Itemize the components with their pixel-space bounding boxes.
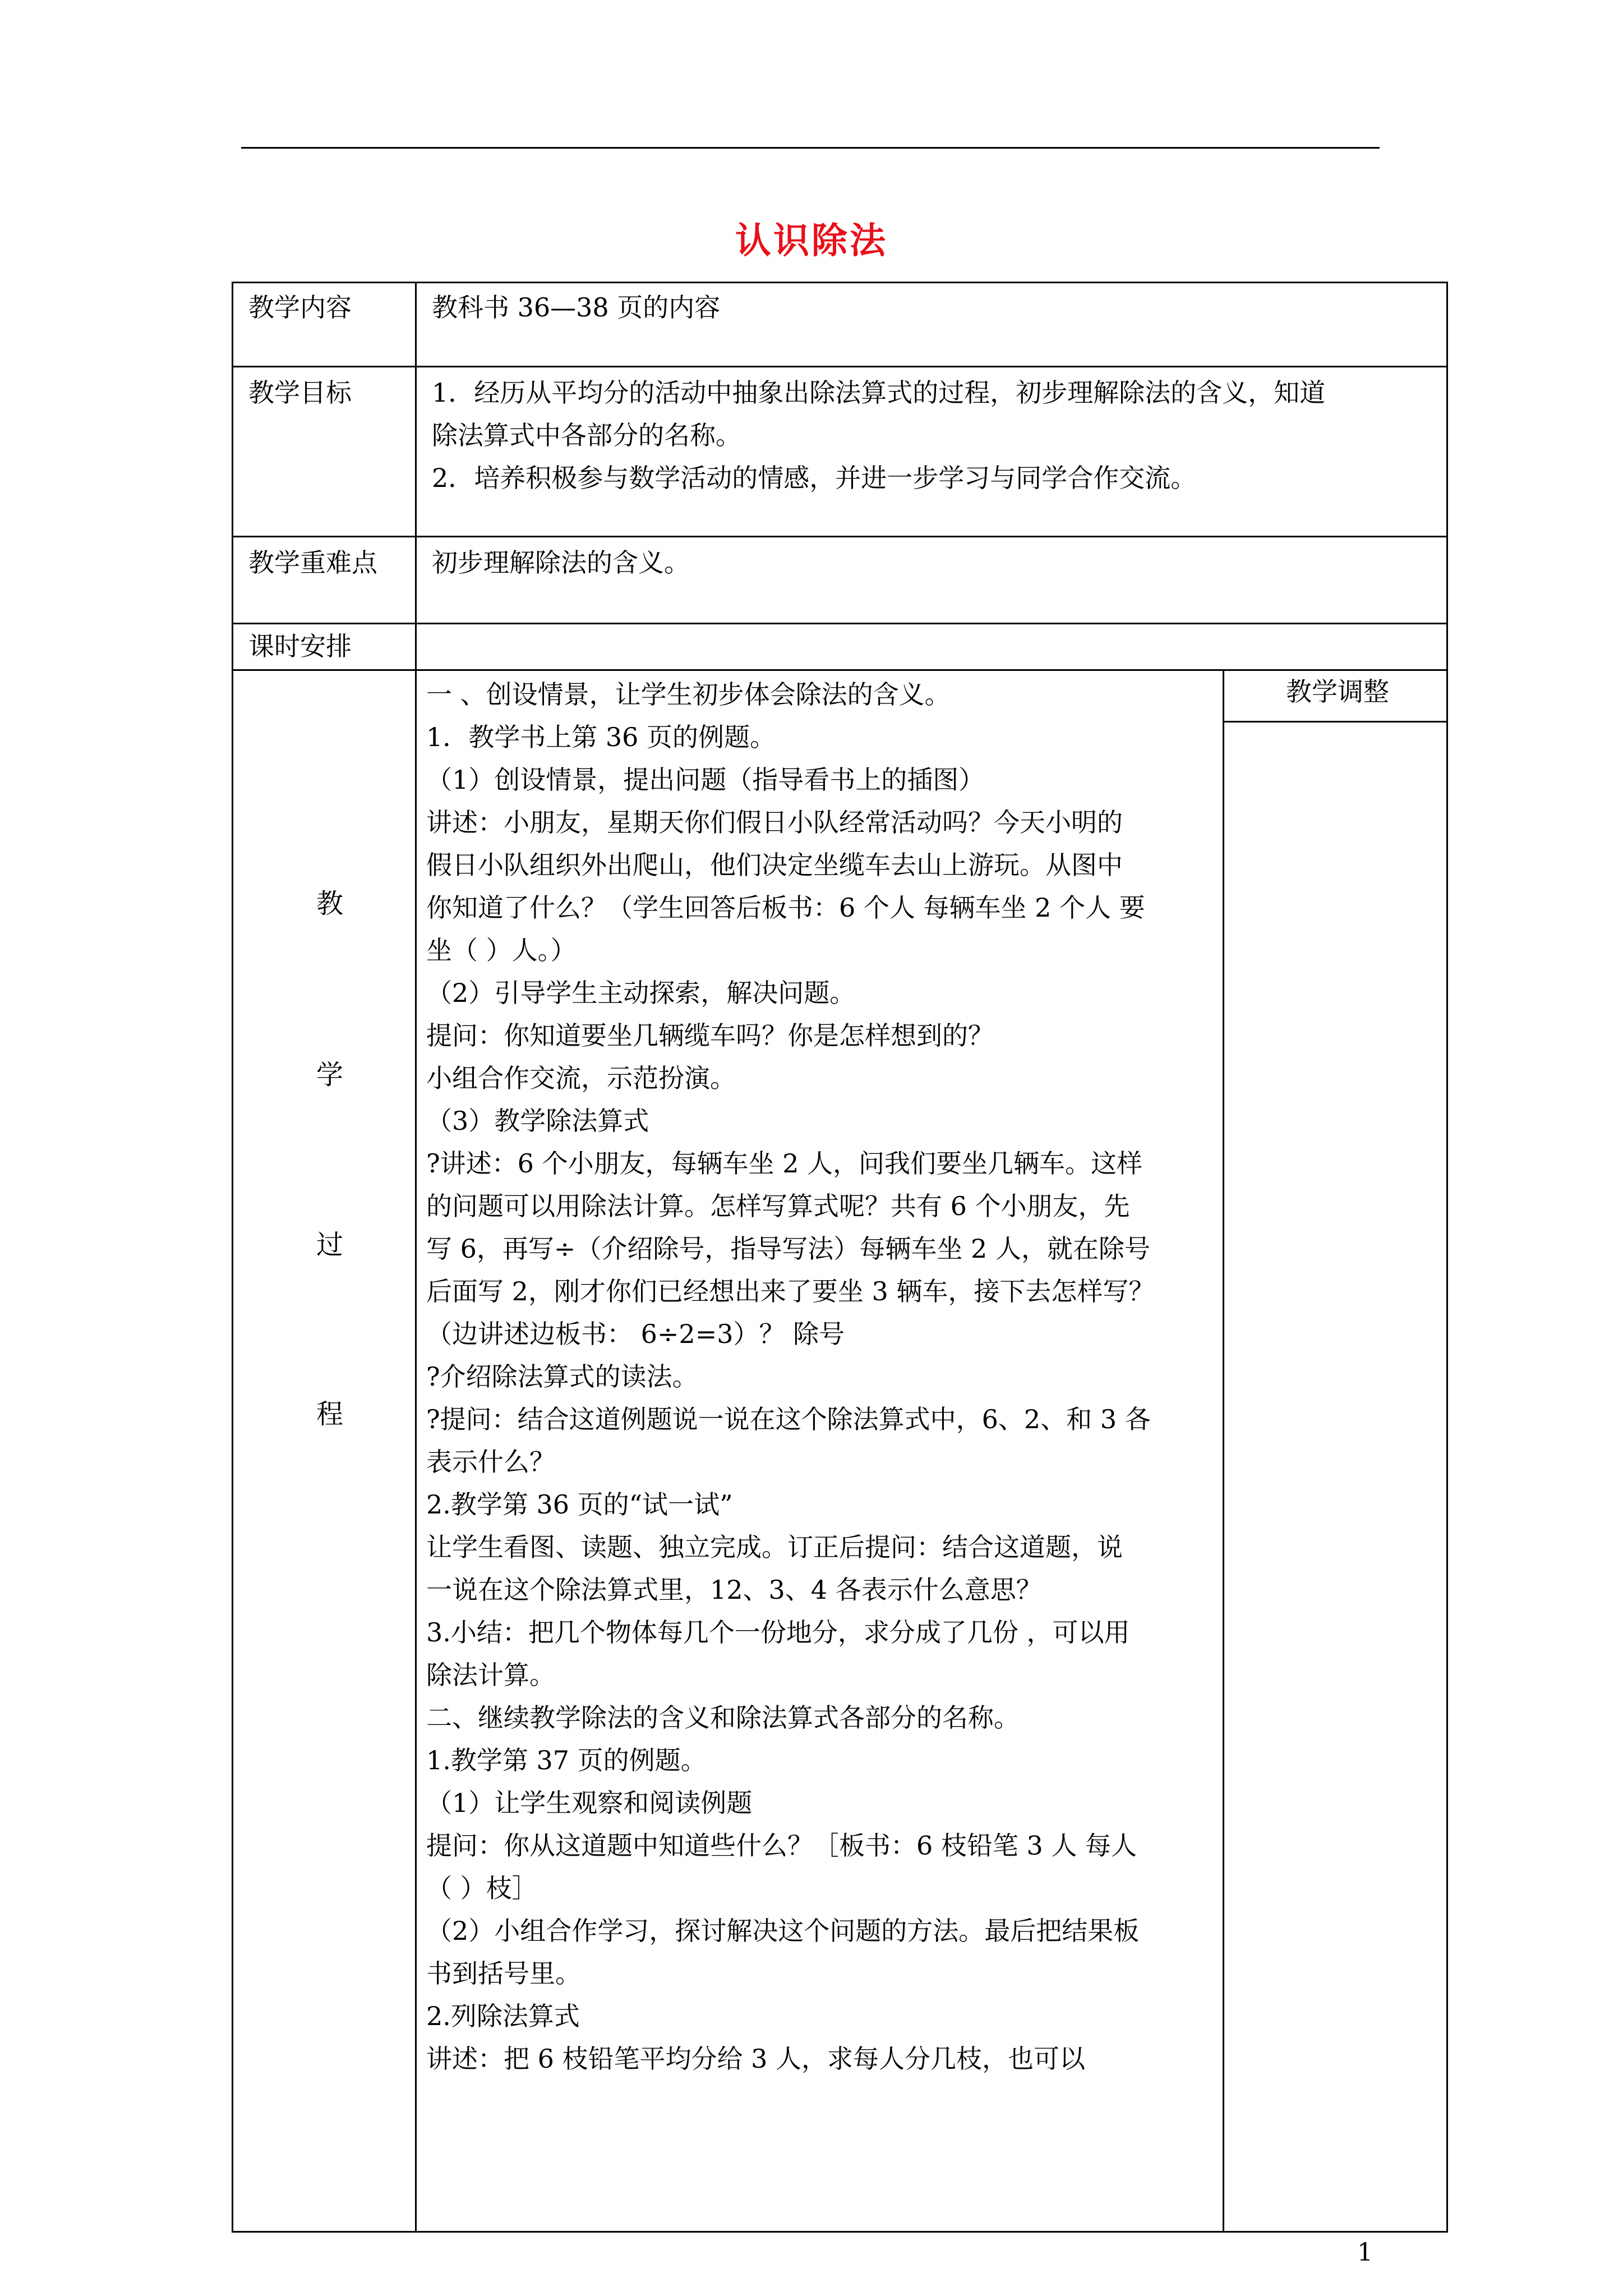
process-line: （1）创设情景，提出问题（指导看书上的插图） — [426, 765, 985, 795]
goal-line: 2．培养积极参与数学活动的情感，并进一步学习与同学合作交流。 — [432, 463, 1197, 493]
process-line: （3）教学除法算式 — [426, 1106, 649, 1136]
process-line: ?介绍除法算式的读法。 — [426, 1361, 698, 1392]
process-content — [426, 673, 1234, 2080]
row-label-schedule: 课时安排 — [248, 631, 352, 661]
process-line: 让学生看图、读题、独立完成。订正后提问：结合这道题，说 — [426, 1532, 1123, 1562]
process-line: 写 6，再写÷（介绍除号，指导写法）每辆车坐 2 人，就在除号 — [426, 1234, 1150, 1264]
process-line: 2.列除法算式 — [426, 2001, 580, 2031]
process-line: 提问：你知道要坐几辆缆车吗？你是怎样想到的？ — [426, 1020, 994, 1051]
process-line: （2）引导学生主动探索，解决问题。 — [426, 978, 856, 1008]
process-line: 坐（ ）人。） — [426, 935, 577, 965]
process-line: 假日小队组织外出爬山，他们决定坐缆车去山上游玩。从图中 — [426, 850, 1123, 880]
row-divider — [232, 536, 1448, 537]
header-rule — [241, 147, 1380, 149]
process-line: 的问题可以用除法计算。怎样写算式呢？共有 6 个小朋友，先 — [426, 1191, 1130, 1221]
process-label-char: 教 — [316, 888, 343, 919]
goal-line: 1．经历从平均分的活动中抽象出除法算式的过程，初步理解除法的含义，知道 — [432, 378, 1326, 408]
label-column-divider — [415, 282, 417, 2233]
adjust-header-divider — [1223, 721, 1448, 723]
process-label-char: 程 — [316, 1398, 343, 1430]
process-line: 提问：你从这道题中知道些什么？［板书：6 枝铅笔 3 人 每人 — [426, 1830, 1137, 1861]
row-divider — [232, 623, 1448, 624]
page-number: 1 — [1357, 2238, 1373, 2267]
row-value-content: 教科书 36—38 页的内容 — [432, 292, 721, 323]
process-line: 讲述：把 6 枝铅笔平均分给 3 人，求每人分几枝，也可以 — [426, 2044, 1086, 2074]
row-value-key-points: 初步理解除法的含义。 — [432, 547, 690, 578]
process-line: ?提问：结合这道例题说一说在这个除法算式中，6、2、和 3 各 — [426, 1404, 1151, 1434]
process-line: 1.教学第 37 页的例题。 — [426, 1745, 707, 1775]
adjust-column-header: 教学调整 — [1286, 677, 1389, 707]
document-title: 认识除法 — [735, 220, 888, 262]
process-line: 表示什么？ — [426, 1447, 555, 1477]
process-line: 3.小结：把几个物体每几个一份地分，求分成了几份 ，可以用 — [426, 1617, 1130, 1648]
process-line: 小组合作交流，示范扮演。 — [426, 1063, 736, 1093]
process-label-char: 学 — [316, 1059, 343, 1091]
row-divider — [232, 366, 1448, 367]
process-line: （2）小组合作学习，探讨解决这个问题的方法。最后把结果板 — [426, 1916, 1140, 1946]
process-label-char: 过 — [316, 1229, 343, 1260]
process-line: 1．教学书上第 36 页的例题。 — [426, 722, 776, 752]
process-line: （1）让学生观察和阅读例题 — [426, 1788, 753, 1818]
process-line: （ ）枝］ — [426, 1873, 538, 1903]
process-line: ?讲述：6 个小朋友，每辆车坐 2 人，问我们要坐几辆车。这样 — [426, 1148, 1143, 1179]
row-value-goals — [432, 371, 1436, 499]
row-label-goals: 教学目标 — [248, 378, 352, 408]
process-line: （边讲述边板书： 6÷2=3）？ 除号 — [426, 1319, 845, 1349]
process-line: 讲述：小朋友，星期天你们假日小队经常活动吗？今天小明的 — [426, 807, 1123, 838]
process-line: 2.教学第 36 页的“试一试” — [426, 1489, 733, 1520]
process-line: 二、继续教学除法的含义和除法算式各部分的名称。 — [426, 1703, 1020, 1733]
goal-line: 除法算式中各部分的名称。 — [432, 420, 741, 450]
process-line: 一 、创设情景，让学生初步体会除法的含义。 — [426, 679, 951, 710]
row-label-key-points: 教学重难点 — [248, 547, 377, 578]
process-line: 后面写 2，刚才你们已经想出来了要坐 3 辆车，接下去怎样写？ — [426, 1276, 1155, 1306]
process-line: 一说在这个除法算式里，12、3、4 各表示什么意思？ — [426, 1575, 1042, 1605]
process-line: 除法计算。 — [426, 1660, 555, 1690]
row-label-content: 教学内容 — [248, 292, 352, 323]
process-line: 书到括号里。 — [426, 1958, 581, 1989]
process-line: 你知道了什么？（学生回答后板书：6 个人 每辆车坐 2 个人 要 — [426, 892, 1145, 923]
